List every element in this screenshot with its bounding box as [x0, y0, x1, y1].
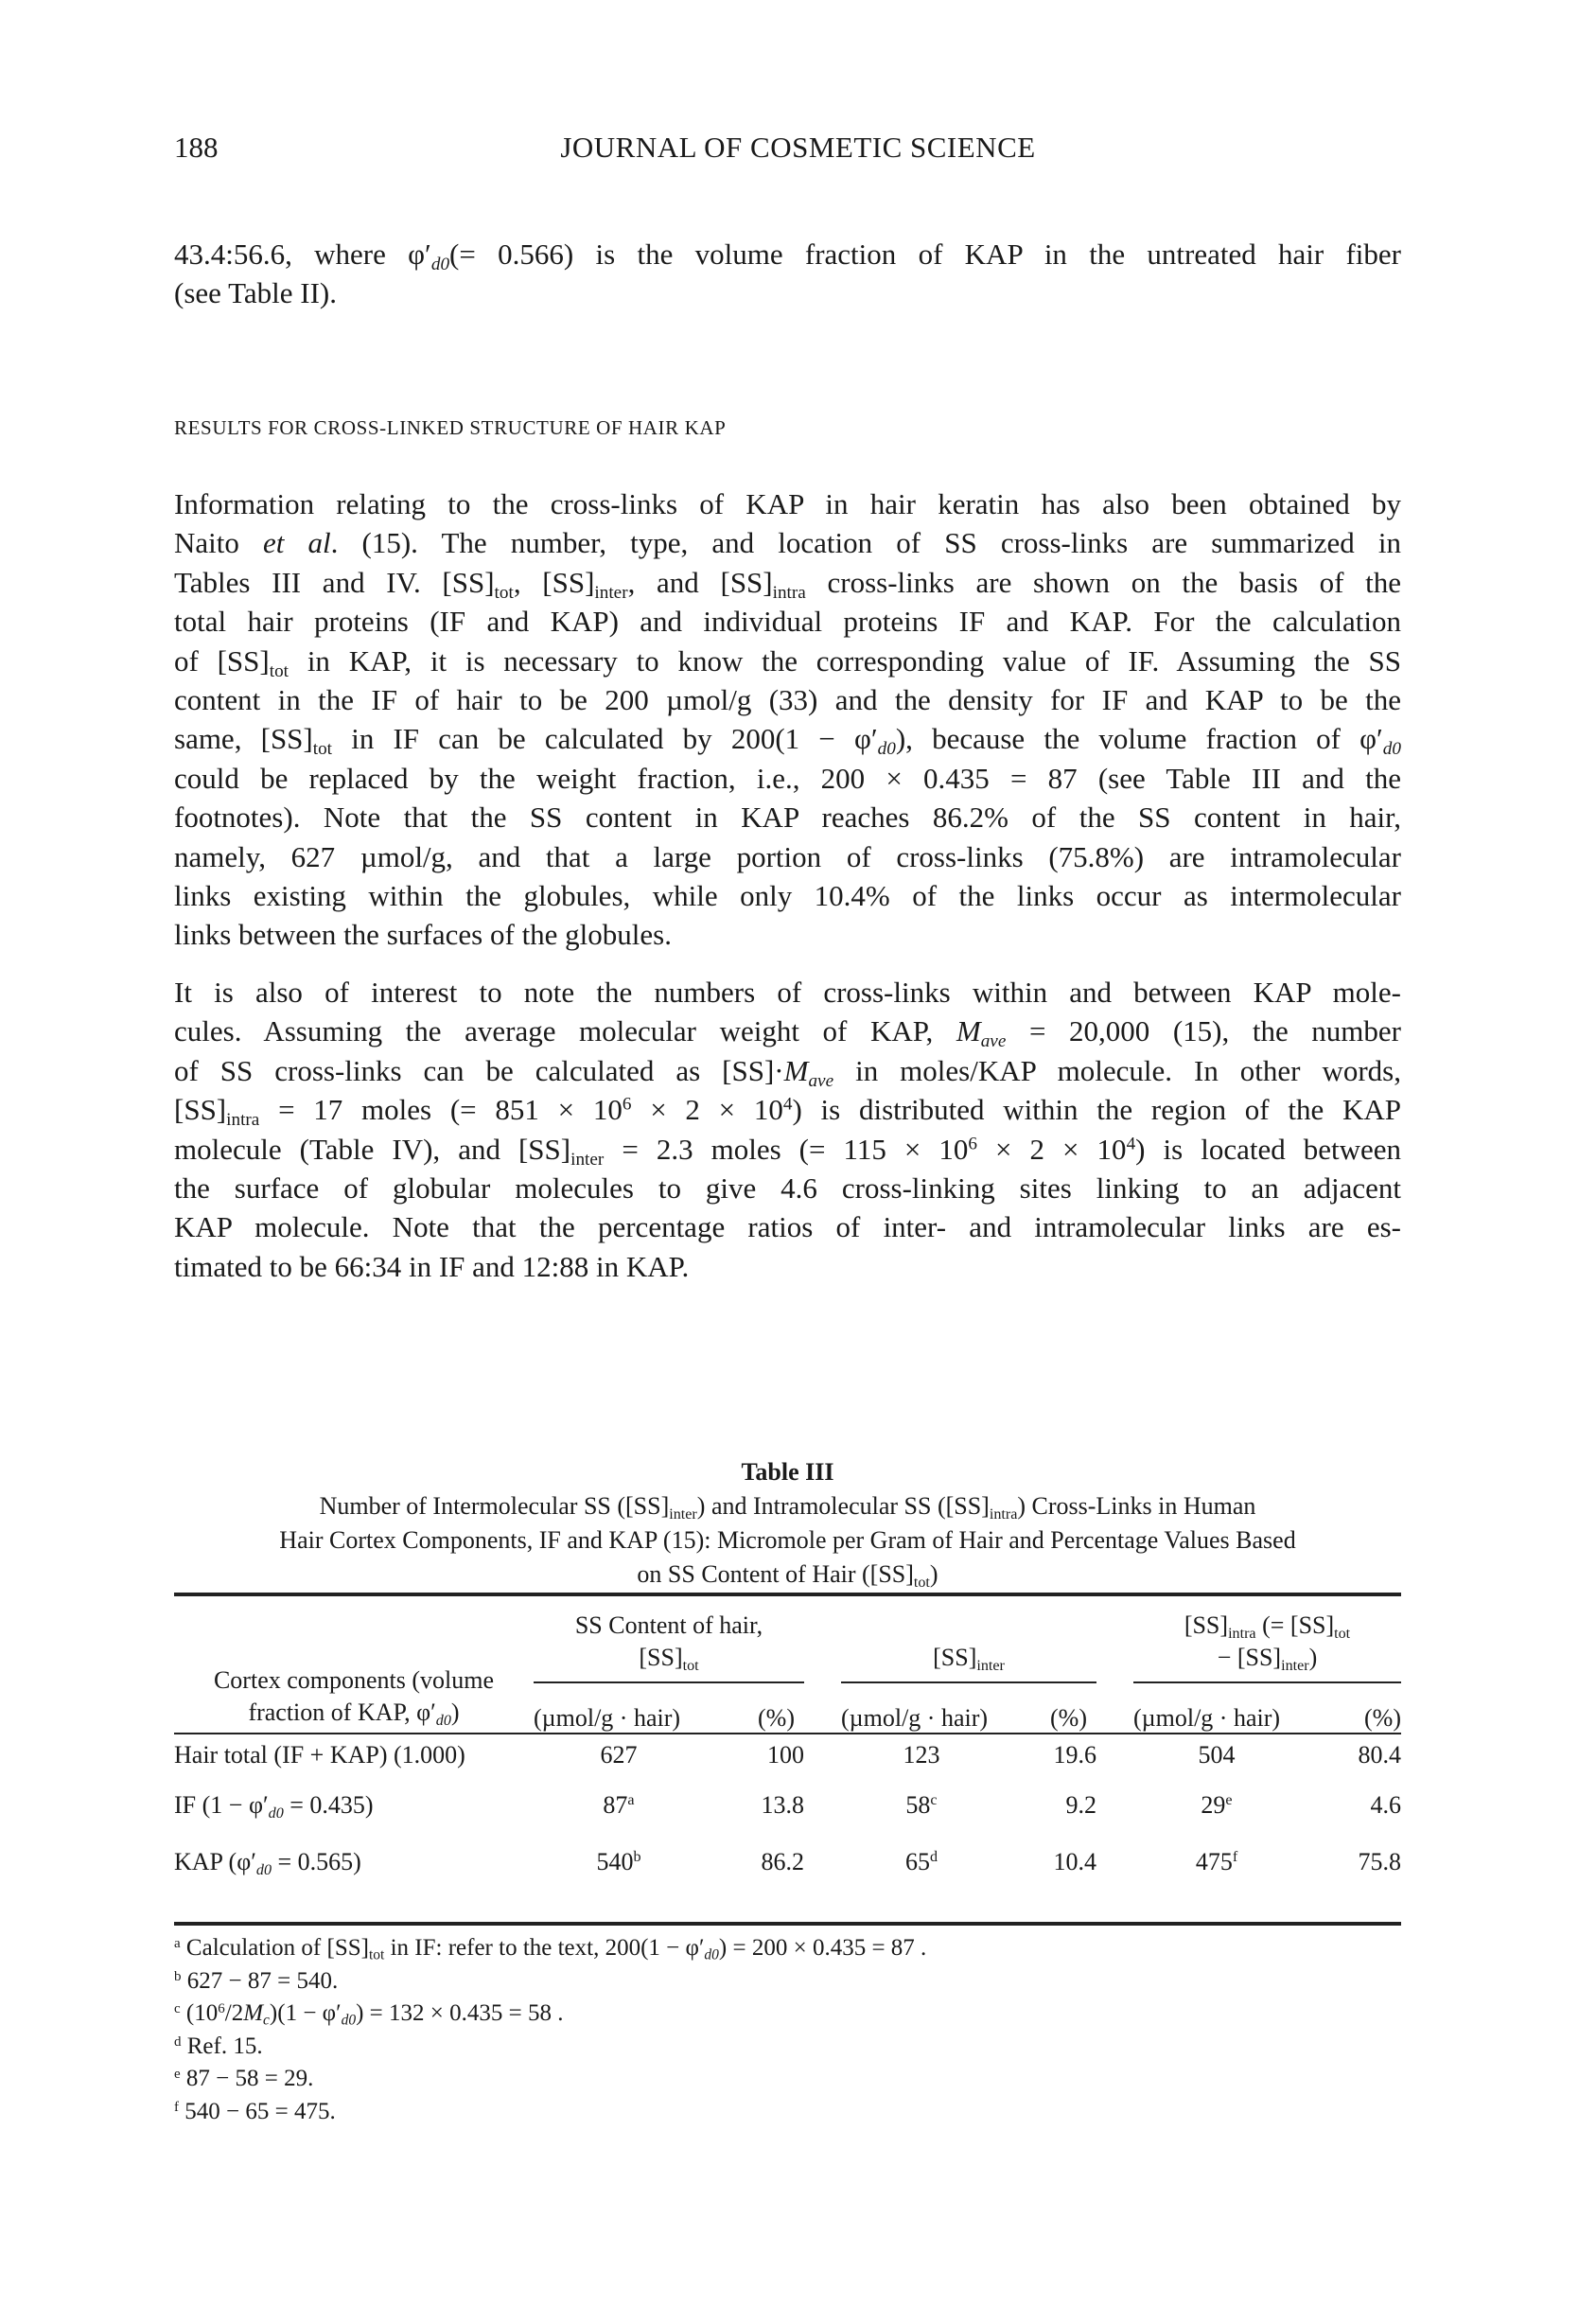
footnote — [174, 2031, 926, 2064]
section-heading: RESULTS FOR CROSS-LINKED STRUCTURE OF HAIR KAP — [174, 416, 727, 439]
text-line — [174, 1848, 534, 1876]
text-run: )(1 − φ′ — [269, 2000, 342, 2026]
text-run: (see Table II). — [174, 276, 337, 310]
text-line — [174, 1051, 1401, 1090]
footnote-marker: b — [633, 1849, 641, 1866]
footnote — [174, 1998, 926, 2031]
cell-inter-percent: 10.4 — [1053, 1848, 1096, 1875]
cell-tot-percent: 100 — [767, 1741, 804, 1769]
footnote — [174, 1932, 926, 1965]
text-run: [SS] — [174, 1093, 227, 1127]
column-group-ss-tot — [534, 1594, 804, 1682]
text-line — [174, 273, 1401, 312]
footnote-marker: a — [627, 1792, 635, 1809]
text-run: Information relating to the cross-links of KAP in hair keratin has also been obtained by — [174, 487, 1401, 520]
text-run: ) Cross-Links in Human — [1017, 1492, 1256, 1520]
text-run: 6 — [968, 1134, 977, 1153]
cell-intra-percent: 75.8 — [1358, 1848, 1401, 1875]
text-run: 4 — [782, 1094, 793, 1115]
text-run: d0 — [341, 2012, 357, 2029]
unit-percent: (%) — [758, 1704, 795, 1732]
column-group-ss-inter — [841, 1594, 1096, 1682]
text-run: Calculation of [SS] — [180, 1935, 369, 1961]
text-run: = 2.3 moles (= 115 × 10 — [604, 1132, 969, 1166]
text-run: d0 — [435, 1712, 451, 1729]
text-run: namely, 627 µmol/g, and that a large portion of cross-links (75.8%) are intramolecular — [174, 839, 1401, 873]
text-run: = 0.565) — [272, 1848, 361, 1875]
text-run: content in the IF of hair to be 200 µmol/g (33) and the density for IF and KAP to be the — [174, 682, 1401, 716]
text-line — [174, 759, 1401, 798]
text-line — [174, 1130, 1401, 1169]
cell-inter-amount — [841, 1776, 1002, 1835]
text-run: , [SS] — [513, 565, 595, 599]
text-run: SS Content of hair, — [574, 1611, 763, 1639]
footnote-marker: c — [930, 1792, 938, 1809]
text-line — [174, 1558, 1401, 1592]
cell-tot-percent: 13.8 — [761, 1791, 804, 1819]
footnote-marker: f — [1232, 1849, 1238, 1866]
text-run: intra — [1228, 1625, 1256, 1642]
text-run: M — [956, 1014, 981, 1048]
paragraph-2 — [174, 484, 1401, 955]
text-run: in IF can be calculated by 200(1 − φ′ — [332, 722, 878, 756]
text-run: footnotes). Note that the SS content in KAP reaches 86.2% of the SS content in hair, — [174, 801, 1401, 835]
text-run: [SS] — [933, 1644, 977, 1671]
text-run: = 20,000 (15), the number — [1006, 1014, 1401, 1048]
text-line — [174, 719, 1401, 758]
text-run: total hair proteins (IF and KAP) and individual proteins IF and KAP. For the calculation — [174, 605, 1401, 639]
text-run: Hair Cortex Components, IF and KAP (15): Micromole per Gram of Hair and Percentage Values Based — [279, 1526, 1296, 1554]
text-line — [174, 1090, 1401, 1129]
text-line — [174, 1697, 534, 1729]
text-line — [174, 1664, 534, 1697]
text-run: Hair total (IF + KAP) (1.000) — [174, 1741, 465, 1769]
text-run: a — [174, 1935, 181, 1951]
unit-amount: (µmol/g · hair) — [534, 1704, 681, 1732]
text-run: c — [174, 2000, 181, 2016]
text-line — [174, 1012, 1401, 1050]
text-run: links existing within the globules, while only 10.4% of the links occur as intermolecular — [174, 878, 1401, 912]
text-run: d0 — [877, 739, 896, 760]
text-run: ave — [808, 1070, 834, 1091]
text-line — [174, 1169, 1401, 1207]
text-run: IF (1 − φ′ — [174, 1791, 269, 1819]
text-run: tot — [368, 1946, 385, 1963]
cell-intra-percent: 80.4 — [1358, 1741, 1401, 1769]
text-line — [534, 1642, 804, 1674]
text-line — [174, 876, 1401, 915]
text-line — [1133, 1642, 1401, 1674]
text-run: ) is located between — [1135, 1132, 1402, 1166]
spacer — [804, 1734, 841, 1776]
text-line — [174, 915, 1401, 954]
cell-inter-percent: 19.6 — [1053, 1741, 1096, 1769]
table-row — [174, 1734, 1401, 1776]
text-line — [174, 484, 1401, 523]
text-run: KAP (φ′ — [174, 1848, 256, 1875]
text-run: inter — [976, 1657, 1005, 1674]
text-run: ) is distributed within the region of the KAP — [792, 1093, 1401, 1127]
text-run: KAP molecule. Note that the percentage ratios of inter- and intramolecular links are es- — [174, 1210, 1401, 1244]
cell-tot-amount — [534, 1835, 704, 1924]
footnote — [174, 2063, 926, 2096]
text-run: tot — [682, 1657, 699, 1674]
row-label — [174, 1835, 534, 1924]
text-run: fraction of KAP, φ′ — [248, 1699, 436, 1726]
unit-percent: (%) — [1364, 1704, 1401, 1732]
cell-tot-amount — [534, 1734, 704, 1776]
text-run: intra — [772, 582, 806, 603]
spacer — [1096, 1734, 1133, 1776]
table-row — [174, 1835, 1401, 1924]
text-run: ), because the volume fraction of φ′ — [895, 722, 1383, 756]
text-run: . (15). The number, type, and location of SS cross-links are summarized in — [330, 526, 1402, 560]
text-run: inter — [570, 1149, 605, 1170]
text-run: tot — [1334, 1625, 1351, 1642]
cell-tot-amount — [534, 1776, 704, 1835]
text-run: same, [SS] — [174, 722, 313, 756]
cell-value: 475 — [1195, 1848, 1233, 1875]
text-line — [174, 837, 1401, 876]
text-run: (= 0.566) is the volume fraction of KAP in the untreated hair fiber — [449, 238, 1401, 271]
text-run: ave — [980, 1031, 1007, 1052]
cell-inter-amount — [841, 1835, 1002, 1924]
spacer — [1096, 1835, 1133, 1924]
text-run: on SS Content of Hair ([SS] — [637, 1560, 914, 1588]
text-run: d0 — [704, 1946, 719, 1963]
text-run: tot — [494, 582, 514, 603]
text-run: 6 — [218, 2000, 225, 2016]
cell-intra-amount — [1133, 1734, 1300, 1776]
text-run: Tables III and IV. [SS] — [174, 565, 495, 599]
text-run: × 2 × 10 — [631, 1093, 783, 1127]
column-header-components — [174, 1594, 534, 1734]
page-number: 188 — [174, 131, 219, 164]
text-run: Naito — [174, 526, 264, 560]
text-run: tot — [913, 1574, 930, 1591]
table-caption — [174, 1455, 1401, 1592]
text-run: M — [783, 1053, 809, 1087]
text-run: (10 — [180, 2000, 219, 2026]
text-run: in IF: refer to the text, 200(1 − φ′ — [384, 1935, 705, 1961]
text-run: inter — [669, 1505, 697, 1523]
text-run: × 2 × 10 — [977, 1132, 1127, 1166]
text-run: ) = 132 × 0.435 = 58 . — [356, 2000, 564, 2026]
text-line — [534, 1610, 804, 1642]
text-run: intra — [989, 1505, 1018, 1523]
text-run: [SS] — [1184, 1611, 1229, 1639]
text-run: b — [174, 1968, 182, 1984]
spacer — [804, 1776, 841, 1835]
cell-inter-amount — [841, 1734, 1002, 1776]
cell-value: 123 — [903, 1741, 940, 1769]
text-run: d0 — [255, 1861, 272, 1878]
text-run: /2 — [224, 2000, 244, 2026]
cell-value: 29 — [1201, 1791, 1226, 1819]
text-line — [174, 1247, 1401, 1286]
table-row — [174, 1776, 1401, 1835]
text-run: cules. Assuming the average molecular weight of KAP, — [174, 1014, 956, 1048]
table-caption-text — [174, 1489, 1401, 1592]
text-run: d — [174, 2033, 182, 2050]
text-run: ) — [450, 1699, 460, 1726]
cell-inter-percent: 9.2 — [1065, 1791, 1096, 1819]
text-run: Ref. 15. — [181, 2033, 263, 2059]
text-run: et al — [263, 526, 331, 560]
row-label — [174, 1734, 534, 1776]
text-run: molecule (Table IV), and [SS] — [174, 1132, 571, 1166]
data-table — [174, 1593, 1401, 1926]
text-run: of [SS] — [174, 643, 270, 678]
text-run: f — [174, 2099, 179, 2115]
text-run: 627 − 87 = 540. — [181, 1967, 339, 1994]
unit-amount: (µmol/g · hair) — [1133, 1704, 1281, 1732]
text-run: d0 — [430, 254, 450, 274]
spacer — [804, 1835, 841, 1924]
text-run: e — [174, 2066, 181, 2082]
footnote-marker: d — [929, 1849, 938, 1866]
cell-value: 540 — [596, 1848, 634, 1875]
cell-value: 504 — [1198, 1741, 1236, 1769]
text-line — [174, 563, 1401, 602]
text-run: the surface of globular molecules to give 4.6 cross-linking sites linking to an adjacent — [174, 1171, 1401, 1205]
text-run: Number of Intermolecular SS ([SS] — [319, 1492, 670, 1520]
text-run: d0 — [1382, 739, 1401, 760]
footnote — [174, 2096, 926, 2129]
text-run: 4 — [1126, 1134, 1136, 1153]
spacer — [1096, 1776, 1133, 1835]
running-head: JOURNAL OF COSMETIC SCIENCE — [560, 131, 1036, 164]
text-run: 43.4:56.6, where φ′ — [174, 238, 431, 271]
text-run: links between the surfaces of the globules. — [174, 918, 672, 952]
text-line — [1133, 1610, 1401, 1642]
unit-amount: (µmol/g · hair) — [841, 1704, 989, 1732]
text-run: [SS] — [639, 1644, 683, 1671]
text-run: inter — [594, 582, 628, 603]
text-line — [174, 1791, 534, 1820]
cell-value: 87 — [603, 1791, 628, 1819]
footnote-marker: e — [1225, 1792, 1233, 1809]
text-run: timated to be 66:34 in IF and 12:88 in KAP. — [174, 1249, 690, 1283]
text-line — [174, 642, 1401, 680]
text-run: tot — [312, 739, 333, 760]
text-run: could be replaced by the weight fraction, i.e., 200 × 0.435 = 87 (see Table III and the — [174, 761, 1401, 795]
text-run: in moles/KAP molecule. In other words, — [833, 1053, 1401, 1087]
text-run: intra — [226, 1109, 260, 1130]
text-run: − [SS] — [1217, 1644, 1282, 1671]
text-line — [841, 1642, 1096, 1674]
cell-intra-percent: 4.6 — [1370, 1791, 1401, 1819]
footnote — [174, 1965, 926, 1998]
text-line — [174, 602, 1401, 641]
table-footnotes — [174, 1932, 926, 2128]
table-title: Table III — [741, 1458, 834, 1486]
row-label — [174, 1776, 534, 1835]
text-run: in KAP, it is necessary to know the corresponding value of IF. Assuming the SS — [289, 643, 1402, 678]
paragraph-3 — [174, 973, 1401, 1286]
column-group-ss-intra — [1133, 1594, 1401, 1682]
text-line — [174, 235, 1401, 273]
text-line — [174, 523, 1401, 562]
text-run: = 17 moles (= 851 × 10 — [259, 1093, 623, 1127]
cell-tot-percent: 86.2 — [761, 1848, 804, 1875]
text-run: = 0.435) — [283, 1791, 374, 1819]
text-run: Cortex components (volume — [213, 1666, 495, 1694]
text-run: ) — [1308, 1644, 1318, 1671]
paragraph-1 — [174, 235, 1401, 313]
text-run: ) = 200 × 0.435 = 87 . — [718, 1935, 927, 1961]
text-run: d0 — [268, 1804, 284, 1822]
text-run: 540 − 65 = 475. — [179, 2098, 336, 2124]
text-run: of SS cross-links can be calculated as [SS]· — [174, 1053, 784, 1087]
text-run: It is also of interest to note the numbers of cross-links within and between KAP mole- — [174, 976, 1401, 1009]
text-line — [174, 1207, 1401, 1246]
text-run: c — [263, 2012, 270, 2029]
text-line — [174, 1741, 534, 1769]
text-run: 6 — [622, 1094, 632, 1115]
text-run: ) — [929, 1560, 938, 1588]
text-run: 87 − 58 = 29. — [180, 2066, 314, 2091]
cell-intra-amount — [1133, 1776, 1300, 1835]
text-line — [174, 798, 1401, 836]
text-run: tot — [269, 660, 289, 681]
text-line — [174, 1523, 1401, 1558]
text-run: , and [SS] — [627, 565, 773, 599]
text-line — [174, 1489, 1401, 1523]
text-line — [174, 973, 1401, 1012]
text-run: cross-links are shown on the basis of the — [805, 565, 1402, 599]
text-run: inter — [1281, 1657, 1309, 1674]
text-run: (= [SS] — [1255, 1611, 1335, 1639]
text-run: M — [243, 2000, 264, 2026]
cell-value: 627 — [600, 1741, 638, 1769]
cell-value: 58 — [905, 1791, 931, 1819]
cell-intra-amount — [1133, 1835, 1300, 1924]
cell-value: 65 — [904, 1848, 930, 1875]
unit-percent: (%) — [1050, 1704, 1087, 1732]
text-line — [174, 680, 1401, 719]
text-run: ) and Intramolecular SS ([SS] — [696, 1492, 990, 1520]
